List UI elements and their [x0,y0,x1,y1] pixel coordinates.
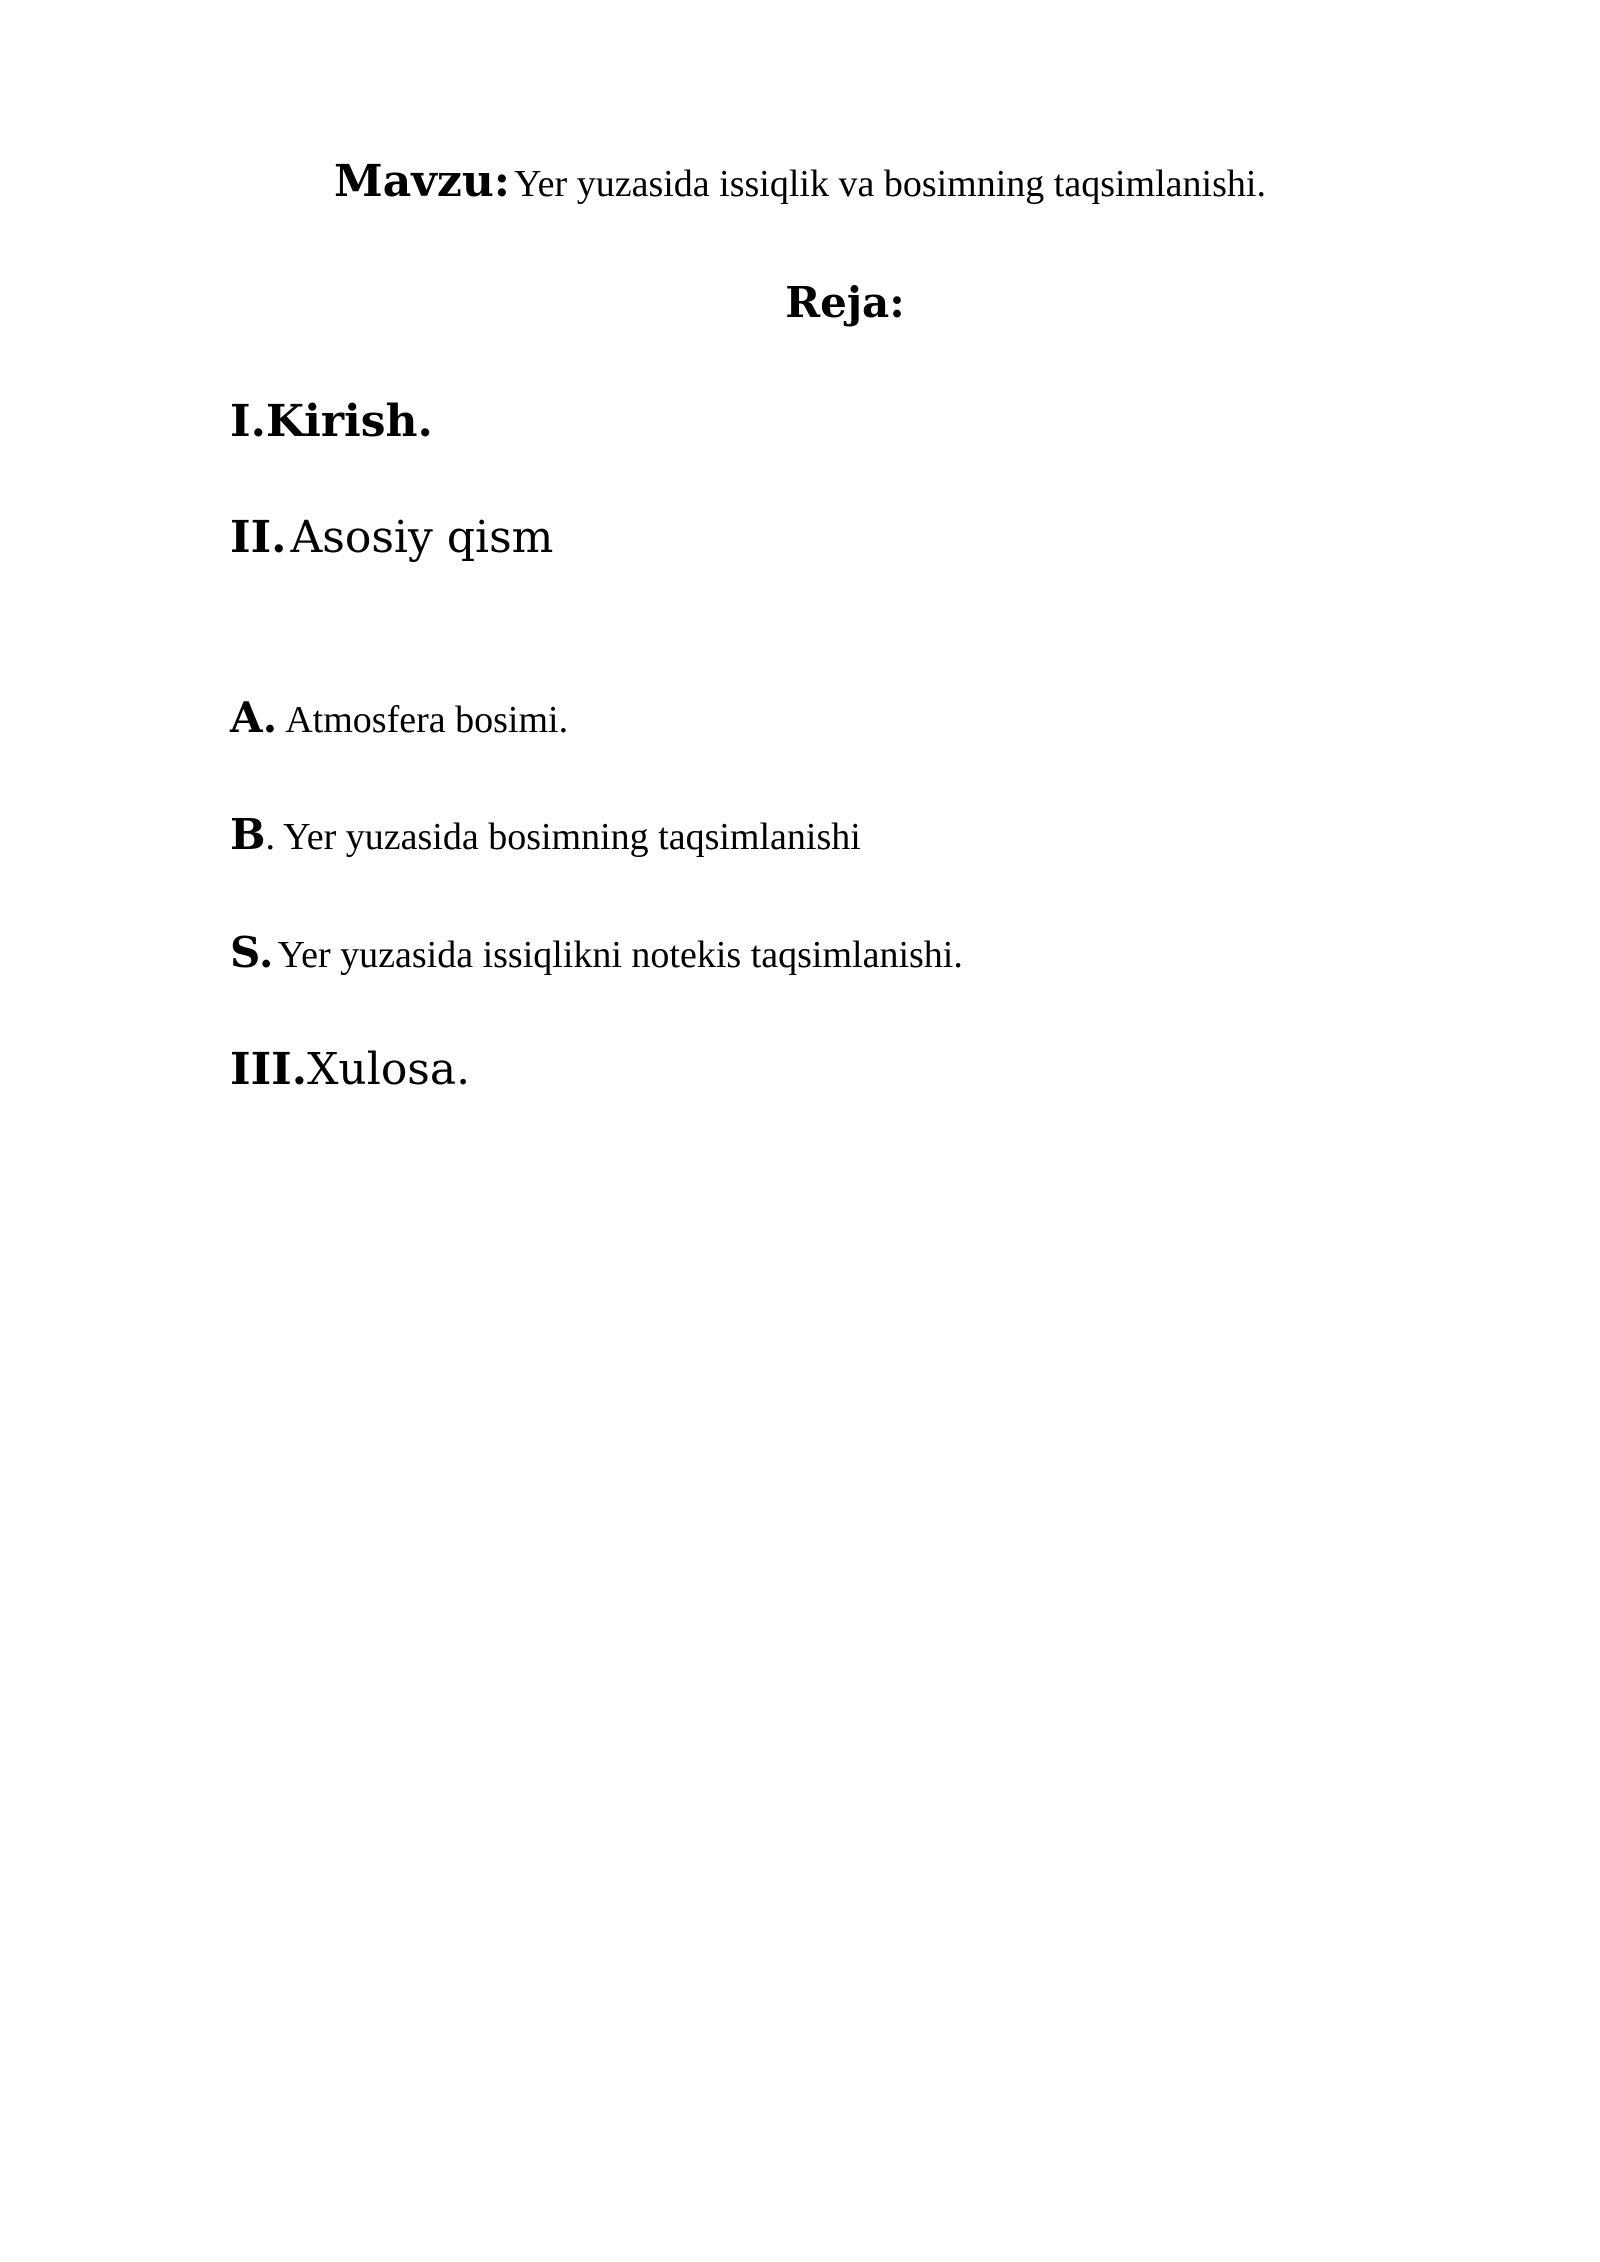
plan-item-introduction [230,396,433,447]
plan-item-marker: III. [230,1044,308,1095]
plan-item-text: Yer yuzasida issiqlikni notekis taqsimlanishi. [277,934,963,976]
plan-item-marker: A. [230,693,278,742]
plan-item-marker: S. [230,928,274,977]
plan-subitem-a [230,693,569,742]
plan-item-text: Xulosa. [307,1044,471,1095]
plan-item-marker: II. [230,512,287,563]
topic-label: Mavzu: [334,156,511,207]
plan-item-text: Kirish. [265,396,433,447]
plan-item-marker: I. [230,396,266,447]
topic-text: Yer yuzasida issiqlik va bosimning taqsimlanishi. [514,163,1266,205]
plan-subitem-s [230,928,963,977]
plan-heading: Reja: [785,278,905,327]
plan-item-conclusion [230,1044,471,1095]
plan-item-text: . Yer yuzasida bosimning taqsimlanishi [265,816,861,858]
plan-item-marker: B [230,810,266,859]
plan-item-main-part [230,512,554,563]
topic-line [0,156,1600,207]
plan-subitem-b [230,810,861,859]
plan-item-text: Atmosfera bosimi. [285,699,569,741]
plan-item-text: Asosiy qism [290,512,554,563]
